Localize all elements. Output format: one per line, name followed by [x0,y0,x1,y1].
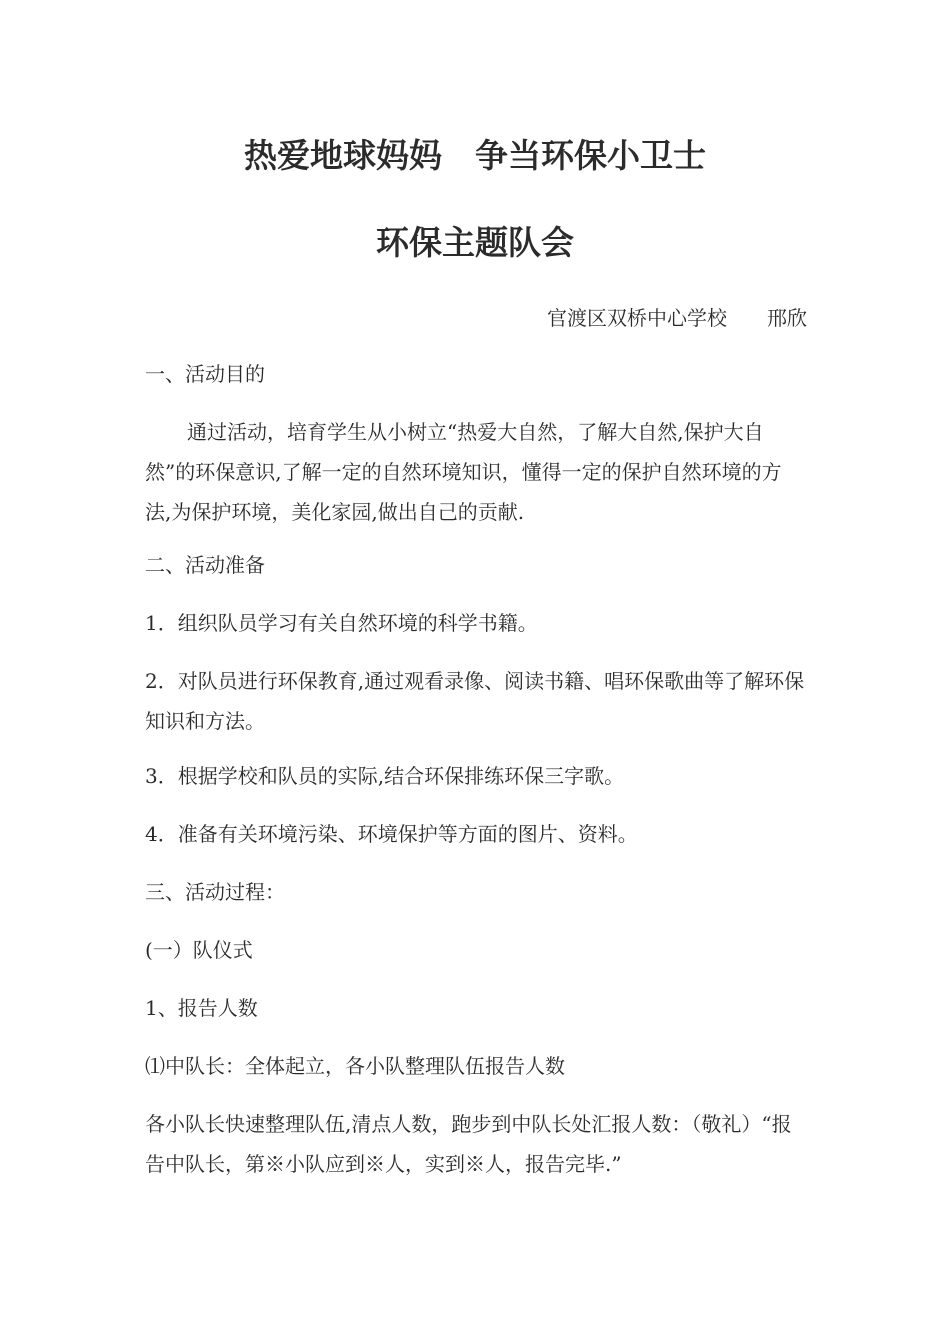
author-line: 官渡区双桥中心学校 邢欣 [547,306,807,330]
document-subtitle: 环保主题队会 [376,223,574,262]
process-step: 1、报告人数 [145,996,258,1020]
section-heading-purpose: 一、活动目的 [145,362,265,386]
preparation-item: 1．组织队员学习有关自然环境的科学书籍。 [145,611,538,635]
purpose-paragraph: 通过活动，培育学生从小树立“热爱大自然，了解大自然,保护大自然”的环保意识,了解一定的自然环境知识，懂得一定的保护自然环境的方法,为保护环境，美化家园,做出自己的贡献. [145,420,782,524]
section-heading-process: 三、活动过程： [145,880,285,904]
preparation-item: 2．对队员进行环保教育,通过观看录像、阅读书籍、唱环保歌曲等了解环保知识和方法。 [145,669,805,733]
process-substep: ⑴中队长：全体起立，各小队整理队伍报告人数 [145,1054,565,1078]
section-heading-preparation: 二、活动准备 [145,553,265,577]
process-sub-heading: (一）队仪式 [145,938,253,962]
preparation-item: 3．根据学校和队员的实际,结合环保排练环保三字歌。 [145,764,625,788]
document-title: 热爱地球妈妈 争当环保小卫士 [244,136,706,175]
preparation-item: 4．准备有关环境污染、环境保护等方面的图片、资料。 [145,822,638,846]
process-paragraph: 各小队长快速整理队伍,清点人数，跑步到中队长处汇报人数：（敬礼）“报告中队长，第※小队应到※人，实到※人，报告完毕.” [145,1112,792,1176]
